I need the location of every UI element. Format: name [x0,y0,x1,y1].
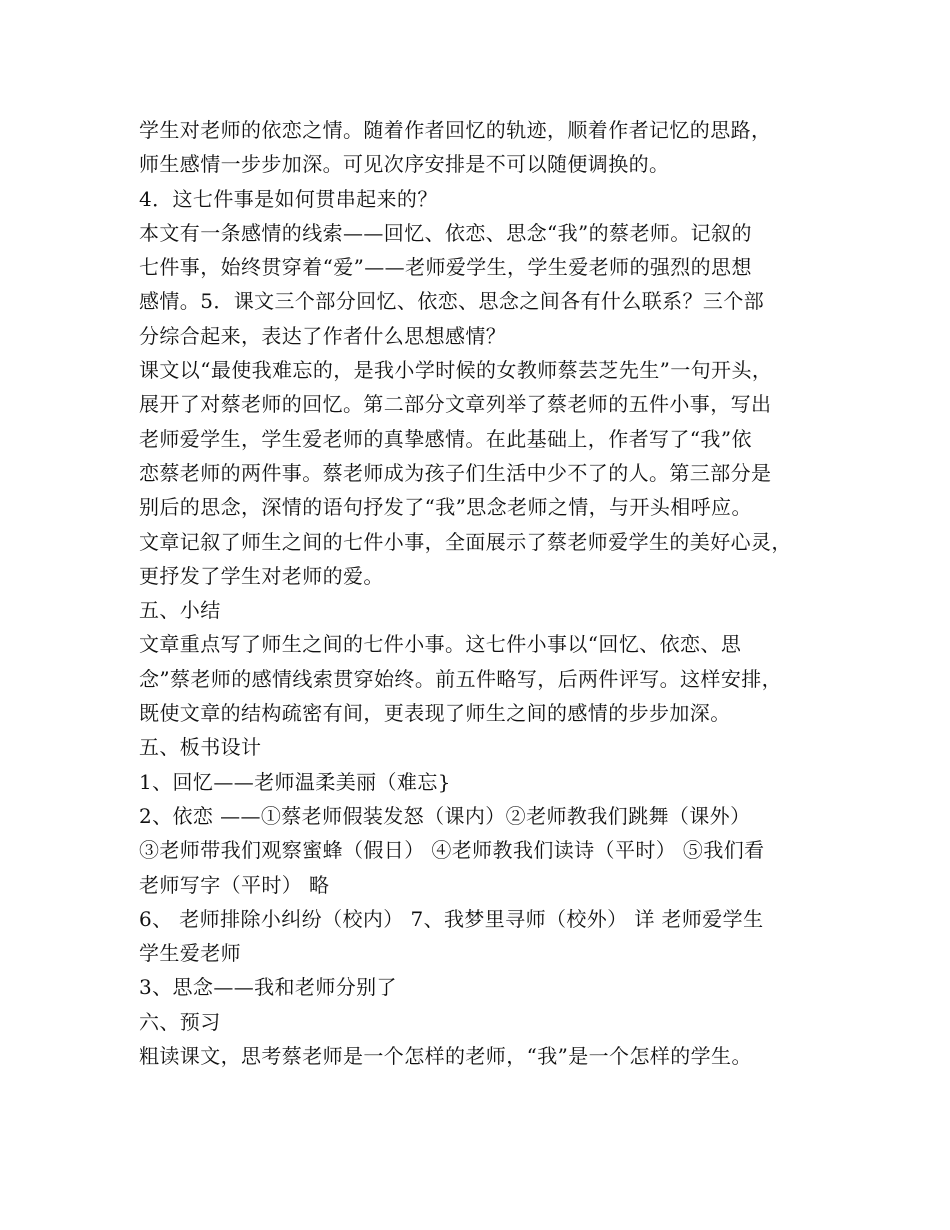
text-line: 分综合起来，表达了作者什么思想感情？ [139,323,507,348]
text-line: 本文有一条感情的线索——回忆、依恋、思念“我”的蔡老师。记叙的 [139,220,752,245]
text-line: 感情。5．课文三个部分回忆、依恋、思念之间各有什么联系？三个部 [139,289,765,314]
text-line: 粗读课文，思考蔡老师是一个怎样的老师，“我”是一个怎样的学生。 [139,1044,752,1069]
board-item: 6、 老师排除小纠纷（校内） 7、我梦里寻师（校外） 详 老师爱学生 [139,906,764,931]
text-line: 老师爱学生，学生爱老师的真挚感情。在此基础上，作者写了“我”依 [139,426,752,451]
text-line: 既使文章的结构疏密有间，更表现了师生之间的感情的步步加深。 [139,701,731,726]
text-line: 师生感情一步步加深。可见次序安排是不可以随便调换的。 [139,152,670,177]
board-item: 2、依恋 ——①蔡老师假装发怒（课内）②老师教我们跳舞（课外） [139,803,751,828]
section-heading-summary: 五、小结 [139,598,221,623]
board-item: 学生爱老师 [139,941,241,966]
text-line: 文章记叙了师生之间的七件小事，全面展示了蔡老师爱学生的美好心灵， [139,529,792,554]
text-line: 恋蔡老师的两件事。蔡老师成为孩子们生活中少不了的人。第三部分是 [139,460,772,485]
text-line: 别后的思念，深情的语句抒发了“我”思念老师之情，与开头相呼应。 [139,495,752,520]
document-body [139,113,829,1073]
text-line: 念”蔡老师的感情线索贯穿始终。前五件略写，后两件评写。这样安排， [139,666,783,691]
text-line: 学生对老师的依恋之情。随着作者回忆的轨迹，顺着作者记忆的思路， [139,118,772,142]
text-line: 七件事，始终贯穿着“爱”——老师爱学生，学生爱老师的强烈的思想 [139,255,752,280]
board-item: 老师写字（平时） 略 [139,872,330,897]
text-line: 展开了对蔡老师的回忆。第二部分文章列举了蔡老师的五件小事，写出 [139,392,772,417]
text-line: 更抒发了学生对老师的爱。 [139,563,384,588]
text-line: 文章重点写了师生之间的七件小事。这七件小事以“回忆、依恋、思 [139,632,742,657]
board-item: ③老师带我们观察蜜蜂（假日） ④老师教我们读诗（平时） ⑤我们看 [139,838,765,863]
board-item: 1、回忆——老师温柔美丽（难忘} [139,769,451,794]
section-heading-board-design: 五、板书设计 [139,735,262,760]
section-heading-preview: 六、预习 [139,1009,221,1034]
board-item: 3、思念——我和老师分别了 [139,975,397,1000]
text-line: 课文以“最使我难忘的，是我小学时候的女教师蔡芸芝先生”一句开头， [139,358,773,383]
question-heading: 4．这七件事是如何贯串起来的？ [139,186,438,211]
